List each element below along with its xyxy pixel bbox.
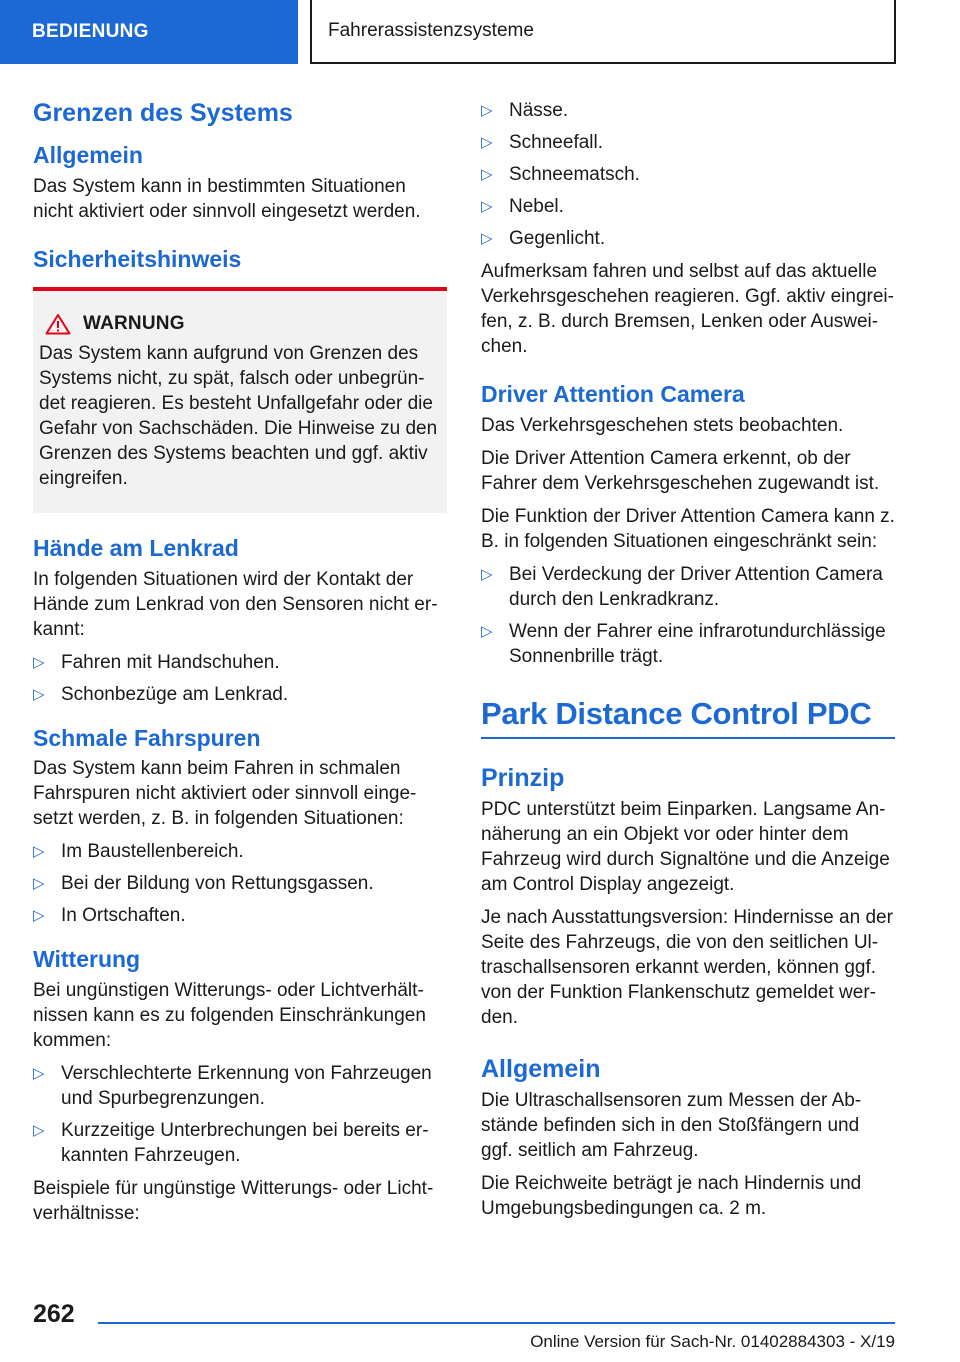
bullet-triangle-icon: ▷ [33,843,45,861]
warning-box [33,287,447,513]
heading-witterung: Witterung [33,946,141,973]
list-item: ▷ Gegenlicht. [481,228,606,249]
bullet-triangle-icon: ▷ [33,685,45,703]
paragraph-driver-1: Das Verkehrsgeschehen stets beobachten. [481,414,844,436]
paragraph-driver-3: Die Funktion der Driver Attention Camera kann z. B. in folgenden Situationen eingeschränkt sein: [481,505,895,552]
warning-header [45,313,439,335]
list-item: ▷ In Ortschaften. [33,905,186,927]
paragraph-haende: In folgenden Situationen wird der Kontakt der Hände zum Lenkrad von den Sensoren nicht erkannt: [33,568,438,640]
heading-prinzip: Prinzip [481,764,565,793]
bullet-triangle-icon: ▷ [33,653,45,671]
list-item: ▷ Schneefall. [481,132,604,153]
paragraph-allgemein: Das System kann in bestimmten Situationen nicht aktiviert oder sinnvoll eingesetzt werden. [33,175,421,222]
heading-driver-attention: Driver Attention Camera [481,381,745,407]
list-item: ▷ Bei Verdeckung der Driver Attention Camera durch den Lenkradkranz. [481,563,883,610]
heading-grenzen: Grenzen des Systems [33,99,293,127]
footer-divider [98,1322,895,1324]
heading-schmale-fahrspuren: Schmale Fahrspuren [33,724,261,751]
list-haende [33,650,447,707]
bullet-triangle-icon: ▷ [481,166,493,183]
list-item: ▷ Verschlechterte Erkennung von Fahrzeugen und Spurbegrenzungen. [33,1062,432,1109]
right-column [481,98,895,1229]
paragraph-beispiele: Beispiele für ungünstige Witterungs- oder Lichtverhältnisse: [33,1177,434,1224]
heading-pdc: Park Distance Control PDC [481,695,895,740]
list-wetter [481,98,895,251]
list-item: ▷ Nässe. [481,100,569,121]
paragraph-allgemein-pdc-2: Die Reichweite beträgt je nach Hindernis und Umgebungsbedingungen ca. 2 m. [481,1173,862,1220]
heading-haende: Hände am Lenkrad [33,535,239,562]
heading-sicherheitshinweis: Sicherheitshinweis [33,245,242,272]
list-schmale [33,839,447,928]
warning-label: WARNUNG [83,313,185,335]
section-tab: BEDIENUNG [0,0,298,64]
bullet-triangle-icon: ▷ [481,622,493,640]
list-item: ▷ Nebel. [481,196,564,217]
bullet-triangle-icon: ▷ [33,1064,45,1082]
warning-triangle-icon [45,313,71,335]
bullet-triangle-icon: ▷ [481,565,493,583]
paragraph-aufmerksam: Aufmerksam fahren und selbst auf das aktuelle Verkehrsgeschehen reagieren. Ggf. aktiv eingreifen, z. B. durch Bremsen, Lenken oder Ausweichen. [481,261,894,357]
list-item: ▷ Kurzzeitige Unterbrechungen bei bereits erkannten Fahrzeugen. [33,1119,429,1166]
bullet-triangle-icon: ▷ [33,1121,45,1139]
heading-allgemein-pdc: Allgemein [481,1055,601,1084]
bullet-triangle-icon: ▷ [33,907,45,925]
paragraph-schmale: Das System kann beim Fahren in schmalen Fahrspuren nicht aktiviert oder sinnvoll eingesetzt werden, z. B. in folgenden Situationen: [33,758,417,830]
list-witterung [33,1061,447,1168]
bullet-triangle-icon: ▷ [481,102,493,119]
bullet-triangle-icon: ▷ [481,230,493,247]
paragraph-driver-2: Die Driver Attention Camera erkennt, ob der Fahrer dem Verkehrsgeschehen zugewandt ist. [481,447,880,494]
paragraph-prinzip-2: Je nach Ausstattungsversion: Hindernisse an der Seite des Fahrzeugs, die von den seitlichen Ultraschallsensoren erkannt werden, können ggf. von der Funktion Flankenschutz gemeldet werden. [481,907,893,1029]
paragraph-allgemein-pdc-1: Die Ultraschallsensoren zum Messen der Abstände befinden sich in den Stoßfängern und ggf. seitlich am Fahrzeug. [481,1090,862,1162]
list-item: ▷ Bei der Bildung von Rettungsgassen. [33,873,374,895]
heading-allgemein: Allgemein [33,142,143,168]
list-item: ▷ Schneematsch. [481,164,640,185]
list-driver [481,562,895,669]
left-column [33,98,447,1234]
list-item: ▷ Im Baustellenbereich. [33,841,244,863]
paragraph-witterung: Bei ungünstigen Witterungs- oder Lichtverhältnissen kann es zu folgenden Einschränkungen kommen: [33,979,426,1051]
footer-version: Online Version für Sach-Nr. 01402884303 - X/19 [530,1332,895,1351]
chapter-title: Fahrerassistenzsysteme [310,0,896,64]
warning-text: Das System kann aufgrund von Grenzen des Systems nicht, zu spät, falsch oder unbegründet reagieren. Es besteht Unfallgefahr oder die Gefahr von Sachschäden. Die Hinweise zu den Grenzen des Systems beachten und ggf. aktiv eingreifen. [39,343,438,490]
list-item: ▷ Fahren mit Handschuhen. [33,651,280,673]
bullet-triangle-icon: ▷ [481,198,493,215]
list-item: ▷ Schonbezüge am Lenkrad. [33,683,289,705]
paragraph-prinzip-1: PDC unterstützt beim Einparken. Langsame Annäherung an ein Objekt vor oder hinter dem Fahrzeug wird durch Signaltöne und die Anzeige am Control Display angezeigt. [481,799,890,896]
list-item: ▷ Wenn der Fahrer eine infrarotundurchlässige Sonnenbrille trägt. [481,620,886,667]
page-number: 262 [33,1300,75,1328]
bullet-triangle-icon: ▷ [481,134,493,151]
bullet-triangle-icon: ▷ [33,875,45,893]
